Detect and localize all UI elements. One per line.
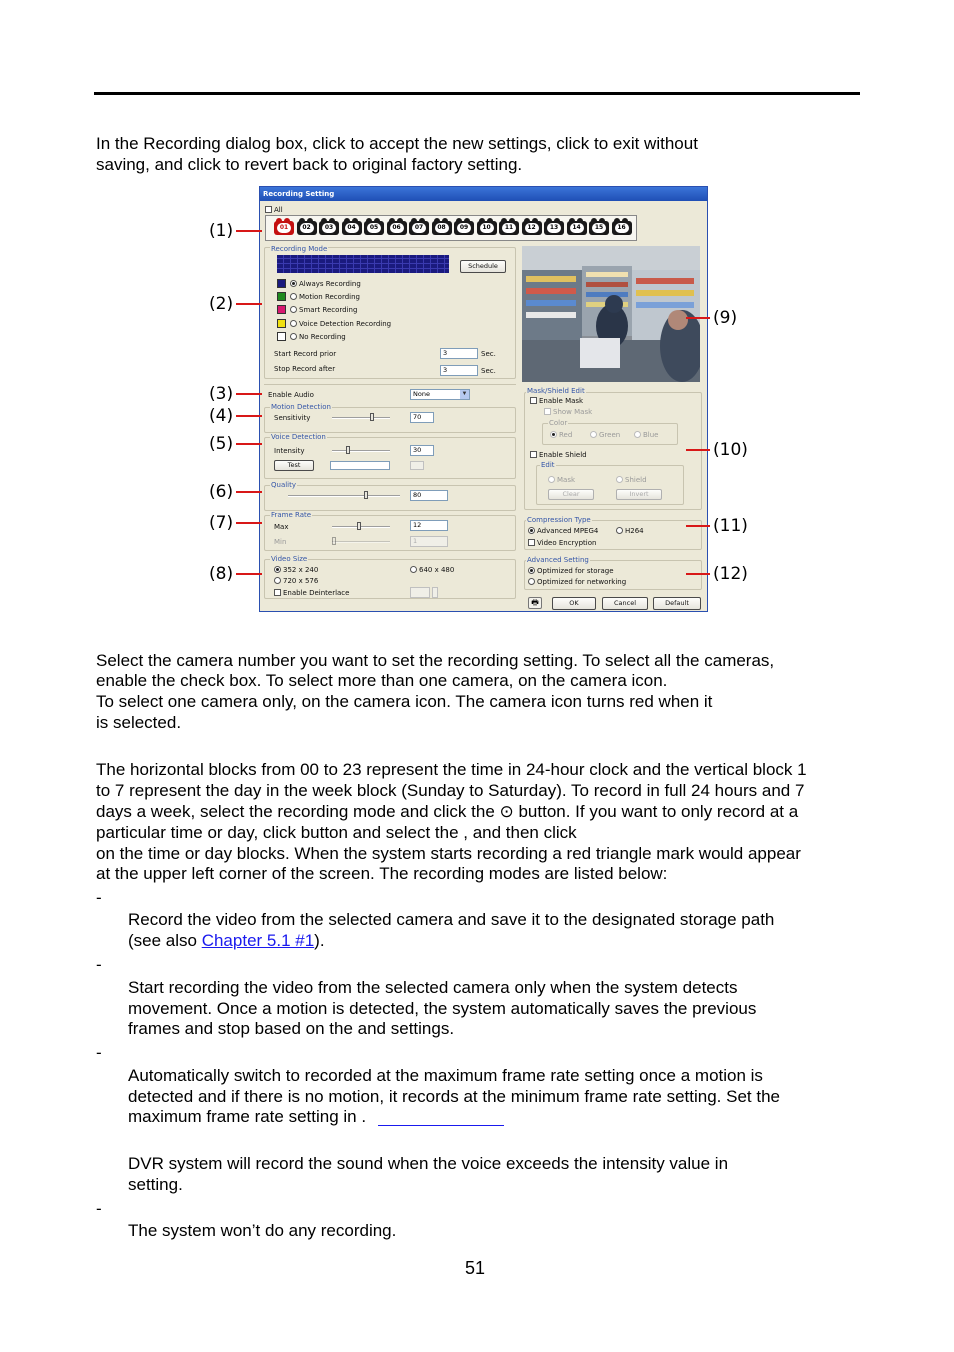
camera-number: 08 bbox=[435, 223, 449, 233]
mask-option-label: Mask bbox=[557, 476, 576, 484]
callout-line-9 bbox=[686, 317, 710, 319]
cancel-button[interactable]: Cancel bbox=[602, 597, 648, 610]
separator bbox=[264, 384, 516, 385]
mode-none-dash: - bbox=[96, 1199, 102, 1218]
mode-label: Always Recording bbox=[299, 280, 361, 288]
camera-number: 07 bbox=[412, 223, 426, 233]
para1-line-1: Select the camera number you want to set the recording setting. To select all the cameras, bbox=[96, 651, 775, 670]
callout-5: (5) bbox=[209, 434, 234, 454]
mode-always-dash: - bbox=[96, 888, 102, 907]
camera-12-icon[interactable] bbox=[522, 219, 542, 235]
deinterlace-select[interactable] bbox=[410, 587, 430, 598]
h264-radio[interactable] bbox=[616, 527, 623, 534]
camera-number: 12 bbox=[525, 223, 539, 233]
callout-line-3 bbox=[236, 393, 262, 395]
color-blue-radio[interactable] bbox=[634, 431, 641, 438]
schedule-grid[interactable] bbox=[277, 255, 449, 273]
quality-input[interactable]: 80 bbox=[410, 490, 448, 501]
mode-voice-line-1: DVR system will record the sound when the voice exceeds the intensity value in bbox=[128, 1154, 729, 1173]
voice-indicator bbox=[410, 461, 424, 470]
all-label: All bbox=[274, 206, 283, 214]
chevron-down-icon[interactable]: ▼ bbox=[461, 391, 468, 397]
enable-shield-checkbox[interactable] bbox=[530, 451, 537, 458]
advanced-setting-header: Advanced Setting bbox=[527, 556, 589, 564]
video-size-header: Video Size bbox=[271, 555, 308, 563]
frame-rate-group bbox=[264, 515, 516, 551]
voice-detection-group bbox=[264, 437, 516, 479]
camera-number: 14 bbox=[570, 223, 584, 233]
mask-shield-header: Mask/Shield Edit bbox=[527, 387, 585, 395]
camera-16-icon[interactable] bbox=[612, 219, 632, 235]
mode-motion-line-1: Start recording the video from the selected camera only when the system detects bbox=[128, 978, 738, 997]
mode-color-swatch bbox=[277, 319, 286, 328]
mode-smart-line-3: maximum frame rate setting in . bbox=[128, 1107, 367, 1126]
camera-number: 03 bbox=[322, 223, 336, 233]
para2-line-2: to 7 represent the day in the week block (Sunday to Saturday). To record in full 24 hours and 7 bbox=[96, 781, 805, 800]
stop-sec-unit: Sec. bbox=[481, 367, 496, 375]
callout-7: (7) bbox=[209, 513, 234, 533]
camera-number: 05 bbox=[367, 223, 381, 233]
show-mask-checkbox[interactable] bbox=[544, 408, 551, 415]
optimized-storage-radio[interactable] bbox=[528, 567, 535, 574]
para2-line-1: The horizontal blocks from 00 to 23 represent the time in 24-hour clock and the vertical block 1 bbox=[96, 760, 807, 779]
compression-header: Compression Type bbox=[527, 516, 591, 524]
camera-number: 11 bbox=[502, 223, 516, 233]
min-label: Min bbox=[274, 538, 287, 546]
callout-1: (1) bbox=[209, 221, 234, 241]
camera-strip bbox=[265, 215, 637, 241]
camera-02-icon[interactable] bbox=[297, 219, 317, 235]
enable-mask-label: Enable Mask bbox=[539, 397, 584, 405]
para1-line-2: enable the check box. To select more than one camera, on the camera icon. bbox=[96, 671, 668, 690]
callout-line-10 bbox=[686, 449, 710, 451]
enable-mask-checkbox[interactable] bbox=[530, 397, 537, 404]
size-640-label: 640 x 480 bbox=[419, 566, 455, 574]
optimized-storage-label: Optimized for storage bbox=[537, 567, 614, 575]
sensitivity-label: Sensitivity bbox=[274, 414, 311, 422]
camera-07-icon[interactable] bbox=[409, 219, 429, 235]
min-frame-rate-input[interactable]: 1 bbox=[410, 536, 448, 547]
shield-option-radio[interactable] bbox=[616, 476, 623, 483]
mode-always-end: ). bbox=[314, 931, 325, 950]
camera-04-icon[interactable] bbox=[342, 219, 362, 235]
callout-line-4 bbox=[236, 415, 262, 417]
audio-select-value: None bbox=[413, 390, 430, 398]
h264-label: H264 bbox=[625, 527, 644, 535]
max-frame-rate-thumb[interactable] bbox=[357, 522, 361, 530]
video-encryption-label: Video Encryption bbox=[537, 539, 597, 547]
callout-6: (6) bbox=[209, 482, 234, 502]
camera-14-icon[interactable] bbox=[567, 219, 587, 235]
size-720-radio[interactable] bbox=[274, 577, 281, 584]
para2-line-4: particular time or day, click button and select the , and then click bbox=[96, 823, 577, 842]
mode-radio[interactable] bbox=[290, 320, 297, 327]
frame-rate-link-underline[interactable] bbox=[378, 1125, 504, 1126]
shield-option-label: Shield bbox=[625, 476, 647, 484]
camera-01-icon[interactable] bbox=[274, 219, 294, 235]
color-red-radio[interactable] bbox=[550, 431, 557, 438]
camera-number: 02 bbox=[300, 223, 314, 233]
intensity-label: Intensity bbox=[274, 447, 305, 455]
optimized-networking-radio[interactable] bbox=[528, 578, 535, 585]
header-rule bbox=[94, 92, 860, 95]
callout-8: (8) bbox=[209, 564, 234, 584]
intensity-slider[interactable] bbox=[332, 450, 390, 452]
camera-03-icon[interactable] bbox=[319, 219, 339, 235]
min-frame-rate-thumb[interactable] bbox=[332, 537, 336, 545]
intro-line-1: In the Recording dialog box, click to accept the new settings, click to exit without bbox=[96, 134, 698, 153]
test-button[interactable]: Test bbox=[274, 460, 314, 471]
enable-audio-label: Enable Audio bbox=[268, 391, 314, 399]
para2-line-3: days a week, select the recording mode and click the ⊙ button. If you want to only record at a bbox=[96, 802, 799, 821]
sensitivity-slider-thumb[interactable] bbox=[370, 413, 374, 421]
show-mask-label: Show Mask bbox=[553, 408, 593, 416]
callout-line-2 bbox=[236, 303, 262, 305]
quality-group bbox=[264, 485, 516, 511]
callout-line-8 bbox=[236, 573, 262, 575]
camera-number: 01 bbox=[277, 223, 291, 233]
camera-06-icon[interactable] bbox=[387, 219, 407, 235]
store-scene-image bbox=[522, 246, 700, 382]
enable-deinterlace-label: Enable Deinterlace bbox=[283, 589, 350, 597]
callout-line-11 bbox=[686, 525, 710, 527]
start-record-prior-label: Start Record prior bbox=[274, 350, 337, 358]
sensitivity-slider[interactable] bbox=[332, 417, 390, 419]
enable-shield-label: Enable Shield bbox=[539, 451, 587, 459]
voice-level-meter bbox=[330, 461, 390, 470]
mode-label: Voice Detection Recording bbox=[299, 319, 392, 328]
advanced-mpeg4-radio[interactable] bbox=[528, 527, 535, 534]
recording-setting-dialog bbox=[259, 186, 708, 612]
camera-15-icon[interactable] bbox=[589, 219, 609, 235]
camera-09-icon[interactable] bbox=[454, 219, 474, 235]
mode-smart-line-1: Automatically switch to recorded at the maximum frame rate setting once a motion is bbox=[128, 1066, 763, 1085]
mode-label: Motion Recording bbox=[299, 293, 360, 302]
mode-motion-dash: - bbox=[96, 955, 102, 974]
max-label: Max bbox=[274, 523, 289, 531]
mode-always-line-2 bbox=[128, 930, 325, 951]
edit-label: Edit bbox=[541, 461, 555, 469]
camera-number: 10 bbox=[480, 223, 494, 233]
invert-button[interactable]: Invert bbox=[616, 489, 662, 500]
camera-13-icon[interactable] bbox=[544, 219, 564, 235]
mode-color-swatch bbox=[277, 332, 286, 341]
default-button[interactable]: Default bbox=[653, 597, 701, 610]
enable-deinterlace-checkbox[interactable] bbox=[274, 589, 281, 596]
advanced-mpeg4-label: Advanced MPEG4 bbox=[537, 527, 599, 535]
camera-number: 15 bbox=[592, 223, 606, 233]
camera-number: 13 bbox=[547, 223, 561, 233]
voice-detection-header: Voice Detection bbox=[271, 433, 326, 441]
optimized-networking-label: Optimized for networking bbox=[537, 578, 627, 586]
mode-always-see: (see also bbox=[128, 931, 202, 950]
ok-button[interactable]: OK bbox=[552, 597, 596, 610]
sensitivity-input[interactable]: 70 bbox=[410, 412, 434, 423]
mode-none-line: The system won’t do any recording. bbox=[128, 1221, 397, 1240]
stop-record-after-input[interactable]: 3 bbox=[440, 365, 478, 376]
camera-number: 16 bbox=[615, 223, 629, 233]
color-label: Color bbox=[549, 419, 568, 427]
callout-12: (12) bbox=[713, 564, 748, 584]
mode-radio[interactable] bbox=[290, 333, 297, 340]
quality-header: Quality bbox=[271, 481, 297, 489]
mode-smart-line-2: detected and if there is no motion, it records at the minimum frame rate setting. Set the bbox=[128, 1087, 780, 1106]
min-frame-rate-slider[interactable] bbox=[332, 541, 390, 543]
color-blue-label: Blue bbox=[643, 431, 659, 439]
mode-voice-line-2: setting. bbox=[128, 1175, 183, 1194]
mode-color-swatch bbox=[277, 279, 286, 288]
deinterlace-select-arrow[interactable] bbox=[432, 587, 438, 598]
schedule-button[interactable]: Schedule bbox=[460, 260, 506, 273]
chapter-5-1-link[interactable]: Chapter 5.1 #1 bbox=[201, 931, 315, 950]
callout-line-12 bbox=[686, 573, 710, 575]
para1-line-4: is selected. bbox=[96, 713, 182, 732]
all-checkbox[interactable] bbox=[265, 206, 272, 213]
camera-11-icon[interactable] bbox=[499, 219, 519, 235]
camera-08-icon[interactable] bbox=[432, 219, 452, 235]
camera-number: 09 bbox=[457, 223, 471, 233]
camera-preview-image bbox=[522, 246, 700, 382]
color-red-label: Red bbox=[559, 431, 573, 439]
quality-slider[interactable] bbox=[288, 495, 400, 497]
callout-9: (9) bbox=[713, 308, 738, 328]
para2-line-6: at the upper left corner of the screen. The recording modes are listed below: bbox=[96, 864, 668, 883]
camera-05-icon[interactable] bbox=[364, 219, 384, 235]
frame-rate-header: Frame Rate bbox=[271, 511, 312, 519]
callout-line-6 bbox=[236, 491, 262, 493]
size-352-label: 352 x 240 bbox=[283, 566, 319, 574]
mode-motion-line-3: frames and stop based on the and settings. bbox=[128, 1019, 455, 1038]
stop-record-after-label: Stop Record after bbox=[274, 365, 336, 373]
clear-button[interactable]: Clear bbox=[548, 489, 594, 500]
mode-label: Smart Recording bbox=[299, 306, 358, 315]
quality-slider-thumb[interactable] bbox=[364, 491, 368, 499]
callout-4: (4) bbox=[209, 406, 234, 426]
motion-detection-header: Motion Detection bbox=[271, 403, 331, 411]
callout-line-5 bbox=[236, 443, 262, 445]
callout-line-1 bbox=[236, 230, 262, 232]
callout-11: (11) bbox=[713, 516, 748, 536]
dialog-title: Recording Setting bbox=[263, 190, 335, 198]
page-number: 51 bbox=[465, 1258, 486, 1278]
recording-mode-header: Recording Mode bbox=[271, 245, 328, 253]
callout-2: (2) bbox=[209, 294, 234, 314]
size-640-radio[interactable] bbox=[410, 566, 417, 573]
para2-line-5: on the time or day blocks. When the system starts recording a red triangle mark would appear bbox=[96, 844, 801, 863]
camera-number: 06 bbox=[390, 223, 404, 233]
intro-line-2: saving, and click to revert back to original factory setting. bbox=[96, 155, 523, 174]
callout-3: (3) bbox=[209, 384, 234, 404]
camera-10-icon[interactable] bbox=[477, 219, 497, 235]
size-720-label: 720 x 576 bbox=[283, 577, 319, 585]
mode-color-swatch bbox=[277, 305, 286, 314]
max-frame-rate-input[interactable]: 12 bbox=[410, 520, 448, 531]
video-encryption-checkbox[interactable] bbox=[528, 539, 535, 546]
start-sec-unit: Sec. bbox=[481, 350, 496, 358]
max-frame-rate-slider[interactable] bbox=[332, 526, 390, 528]
dialog-titlebar bbox=[260, 187, 707, 201]
color-green-radio[interactable] bbox=[590, 431, 597, 438]
start-record-prior-input[interactable]: 3 bbox=[440, 348, 478, 359]
mode-motion-line-2: movement. Once a motion is detected, the system automatically saves the previous bbox=[128, 999, 757, 1018]
mode-smart-dash: - bbox=[96, 1043, 102, 1062]
size-352-radio[interactable] bbox=[274, 566, 281, 573]
mode-always-line-1: Record the video from the selected camera and save it to the designated storage path bbox=[128, 910, 775, 929]
callout-10: (10) bbox=[713, 440, 748, 460]
mode-label: No Recording bbox=[299, 332, 346, 341]
para1-line-3: To select one camera only, on the camera icon. The camera icon turns red when it bbox=[96, 692, 713, 711]
intensity-input[interactable]: 30 bbox=[410, 445, 434, 456]
printer-icon[interactable]: 🖶 bbox=[528, 597, 542, 609]
mask-option-radio[interactable] bbox=[548, 476, 555, 483]
callout-line-7 bbox=[236, 522, 262, 524]
intensity-slider-thumb[interactable] bbox=[346, 446, 350, 454]
camera-number: 04 bbox=[345, 223, 359, 233]
mode-radio[interactable] bbox=[290, 280, 297, 287]
mode-color-swatch bbox=[277, 292, 286, 301]
color-green-label: Green bbox=[599, 431, 621, 439]
